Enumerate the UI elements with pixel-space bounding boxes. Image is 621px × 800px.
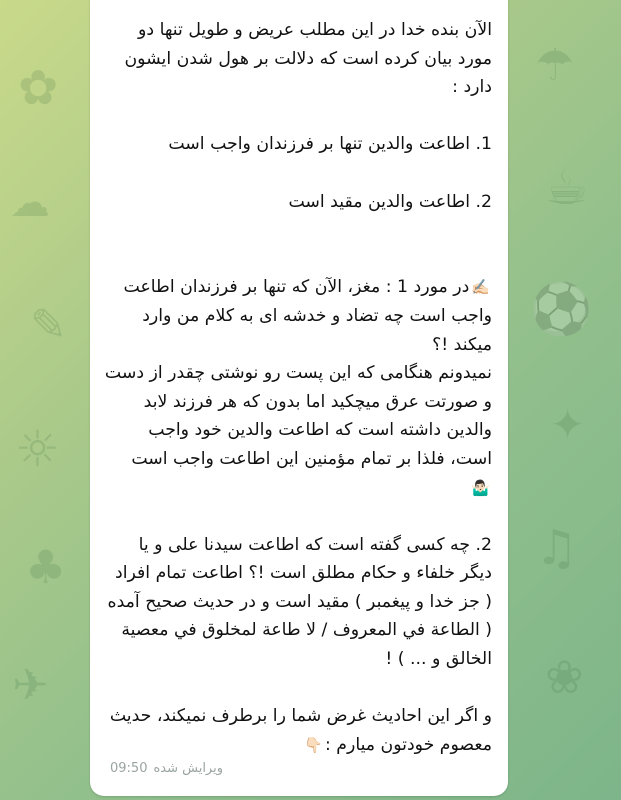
doodle-icon: ☂ bbox=[535, 40, 575, 91]
message-paragraph: نمیدونم هنگامی که این پست رو نوشتی چقدر از دست و صورتت عرق میچکید اما بدون که هر فرزند لابد والدین داشته است که اطاعت والدین خود واجب است، فلذا بر تمام مؤمنین این اطاعت واجب است 🤷🏻‍♂️ bbox=[104, 359, 492, 502]
writing-hand-icon: ✍🏻 bbox=[471, 278, 490, 297]
message-paragraph: 1. اطاعت والدین تنها بر فرزندان واجب است bbox=[168, 134, 492, 155]
doodle-icon: ☕ bbox=[545, 160, 589, 216]
message-paragraph: 2. چه کسی گفته است که اطاعت سیدنا علی و یا دیگر خلفاء و حکام مطلق است !؟ اطاعت تمام افراد ( جز خدا و پیغمبر ) مقید است و در حدیث صحیح آمده ( الطاعة في المعروف / لا طاعة لمخلوق في معصية الخالق و ... ) ! bbox=[107, 534, 492, 670]
doodle-icon: ☼ bbox=[15, 420, 60, 478]
doodle-icon: ❀ bbox=[545, 650, 584, 704]
message-paragraph: الآن بنده خدا در این مطلب عریض و طویل تنها دو مورد بیان کرده است که دلالت بر هول شدن ایشون دارد : bbox=[124, 20, 492, 98]
doodle-icon: ✿ bbox=[18, 60, 59, 116]
message-bubble[interactable] bbox=[90, 0, 508, 796]
pointing-down-icon: 👇🏻 bbox=[304, 735, 323, 754]
doodle-icon: ✈ bbox=[12, 660, 49, 711]
message-paragraph: 2. اطاعت والدین مقید است bbox=[288, 191, 492, 212]
message-meta bbox=[104, 761, 223, 776]
doodle-icon: ♣ bbox=[25, 540, 67, 594]
message-text bbox=[104, 16, 492, 759]
message-paragraph: و اگر این احادیث غرض شما را برطرف نمیکند، حدیث معصوم خودتون میارم :👇🏻 bbox=[104, 702, 492, 759]
doodle-icon: ⚽ bbox=[530, 280, 593, 338]
doodle-icon: ✎ bbox=[30, 300, 67, 351]
message-time: 09:50 bbox=[110, 761, 148, 776]
doodle-icon: ♫ bbox=[535, 520, 579, 576]
edited-label: ویرایش شده bbox=[153, 761, 224, 776]
doodle-icon: ✦ bbox=[550, 400, 586, 449]
doodle-icon: ☁ bbox=[10, 180, 50, 226]
message-paragraph: ✍🏻در مورد 1 : مغز، الآن که تنها بر فرزندان اطاعت واجب است چه تضاد و خدشه ای به کلام من وارد میکند !؟ bbox=[104, 273, 492, 359]
shrug-icon: 🤷🏻‍♂️ bbox=[471, 478, 490, 497]
